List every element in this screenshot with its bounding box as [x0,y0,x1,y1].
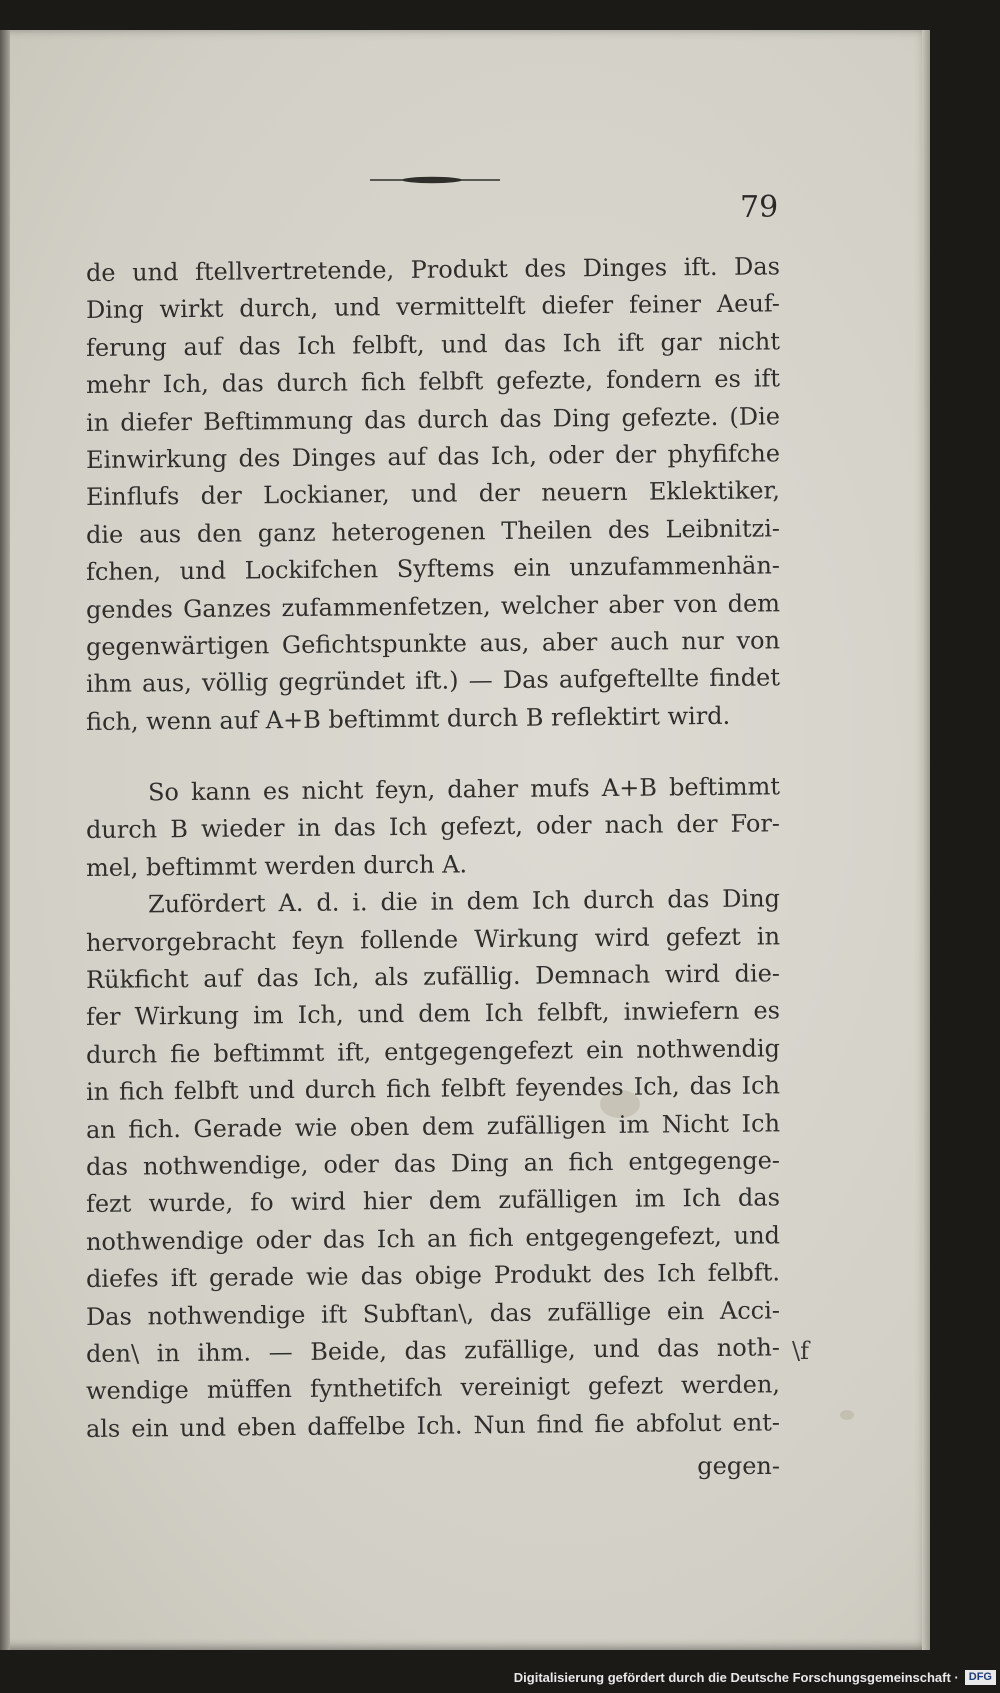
digitization-footer [514,1667,996,1687]
text-line: die aus den ganz heterogenen Theilen des Leibnitzi- [85,514,781,549]
page-edge [922,30,930,1650]
text-line: als ein und eben daffelbe Ich. Nun find fie abfolut ent- [85,1408,781,1443]
text-line: das nothwendige, oder das Ding an fich entgegenge- [85,1146,781,1181]
header-ornament [370,175,500,185]
text-line: an fich. Gerade wie oben dem zufälligen im Nicht Ich [85,1108,781,1144]
page-binding-shadow [0,30,10,1650]
text-line: in fich felbft und durch fich felbft feyendes Ich, das Ich [85,1071,781,1107]
page-text [85,252,781,1486]
text-line: ferung auf das Ich felbft, und das Ich ift gar nicht [85,327,781,362]
text-line: nothwendige oder das Ich an fich entgegengefezt, und [85,1221,781,1256]
text-line: hervorgebracht feyn follende Wirkung wird gefezt in [85,921,781,957]
paper-stain [840,1410,854,1420]
text-line: de und ftellvertretende, Produkt des Dinges ift. Das [85,252,781,287]
text-line: fich, wenn auf A+B beftimmt durch B reflektirt wird. [85,701,731,736]
text-line: Zufördert A. d. i. die in dem Ich durch das Ding [147,884,781,919]
text-line: diefes ift gerade wie das obige Produkt des Ich felbft. [85,1258,781,1294]
text-line: durch B wieder in das Ich gefezt, oder nach der For- [85,809,781,845]
book-page [0,30,930,1650]
paragraph-3 [85,884,781,1448]
page-number: 79 [740,190,779,225]
text-line: Das nothwendige ift Subftan\, das zufällige ein Acci- [85,1295,781,1331]
catchword: gegen- [697,1452,780,1481]
text-line: Ding wirkt durch, und vermittelft diefer feiner Aeuf- [85,289,781,325]
text-line: fer Wirkung im Ich, und dem Ich felbft, inwiefern es [85,996,781,1032]
text-line: Einwirkung des Dinges auf das Ich, oder der phyfifche [85,439,781,474]
text-line: fezt wurde, fo wird hier dem zufälligen im Ich das [85,1183,781,1219]
footer-credit: Digitalisierung gefördert durch die Deutsche Forschungsgemeinschaft · [513,1669,959,1685]
text-line: So kann es nicht feyn, daher mufs A+B beftimmt [147,772,781,807]
text-line: durch fie beftimmt ift, entgegengefezt ein nothwendig [85,1034,781,1069]
text-line: ihm aus, völlig gegründet ift.) — Das aufgeftellte findet [85,663,781,699]
text-line: wendige müffen fynthetifch vereinigt gefezt werden, [85,1370,781,1406]
paragraph-2 [85,772,781,887]
text-line: den\ in ihm. — Beide, das zufällige, und das noth- [85,1333,781,1368]
margin-annotation: \f [792,1337,809,1365]
text-line: in diefer Beftimmung das durch das Ding gefezte. (Die [85,401,781,437]
text-line: fchen, und Lockifchen Syftems ein unzufammenhän- [85,551,781,587]
text-line: mel, beftimmt werden durch A. [85,850,468,882]
paragraph-1 [85,252,781,741]
text-line: Rükficht auf das Ich, als zufällig. Demnach wird die- [85,959,781,995]
dfg-logo-icon: DFG [965,1670,996,1685]
text-line: Einflufs der Lockianer, und der neuern Eklektiker, [85,476,781,512]
text-line: gendes Ganzes zufammenfetzen, welcher aber von dem [85,588,781,624]
text-line: mehr Ich, das durch fich felbft gefezte, fondern es ift [85,364,781,400]
text-line: gegenwärtigen Gefichtspunkte aus, aber auch nur von [85,626,781,661]
